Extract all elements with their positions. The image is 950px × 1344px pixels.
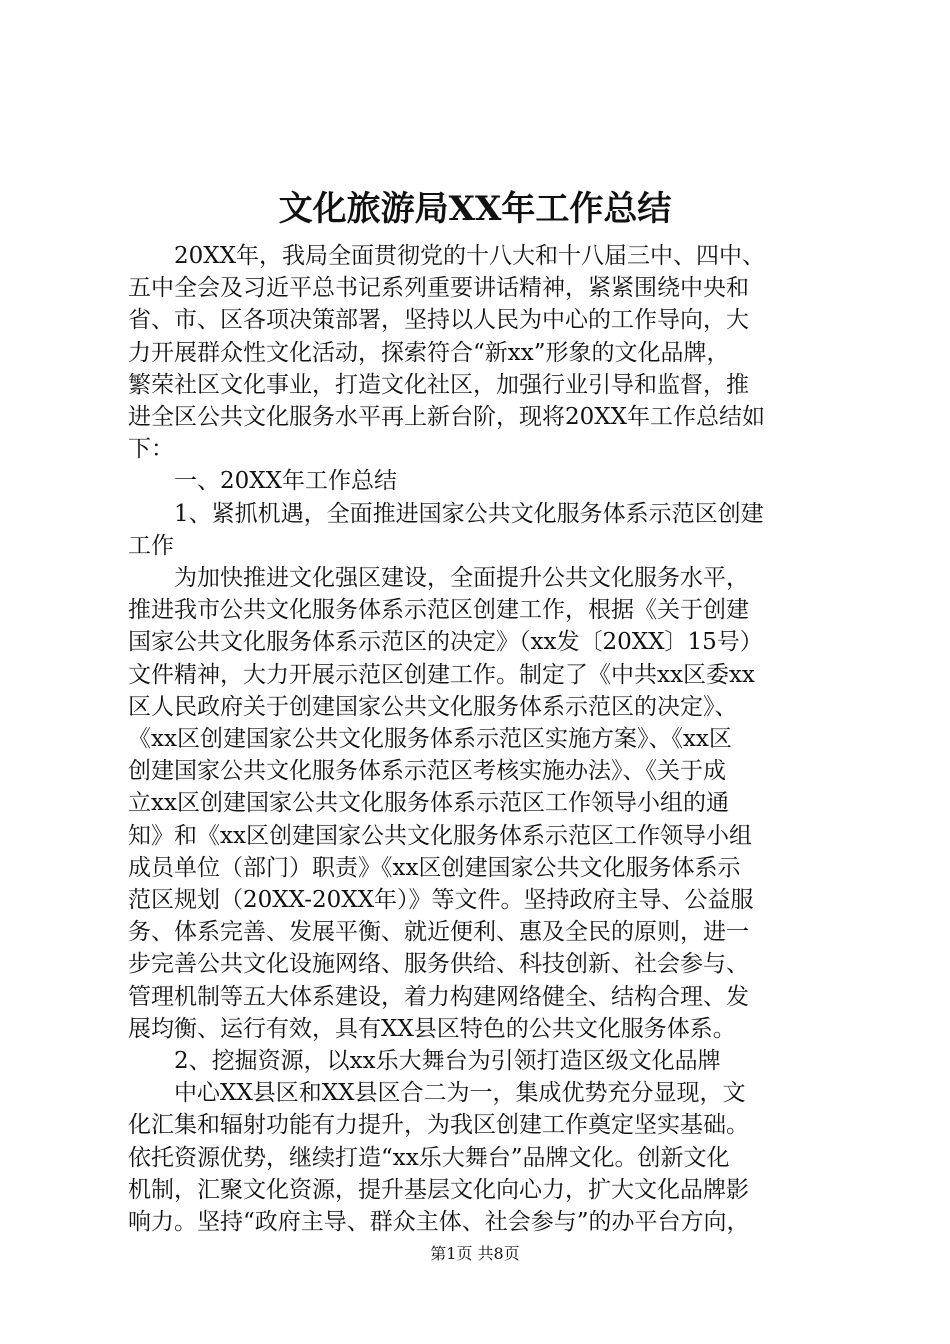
body-line: 20XX年，我局全面贯彻党的十八大和十八届三中、四中、 (128, 243, 766, 269)
body-line: 步完善公共文化设施网络、服务供给、科技创新、社会参与、 (128, 951, 749, 978)
body-line: 进全区公共文化服务水平再上新台阶，现将20XX年工作总结如 (128, 404, 766, 430)
body-line: 化汇集和辐射功能有力提升，为我区创建工作奠定坚实基础。 (128, 1112, 749, 1139)
section-heading: 一、20XX年工作总结 (128, 468, 398, 495)
body-line: 管理机制等五大体系建设，着力构建网络健全、结构合理、发 (128, 983, 749, 1010)
body-line: 国家公共文化服务体系示范区的决定》（xx发〔20XX〕15号） (128, 629, 763, 656)
subsection-heading: 2、挖掘资源，以xx乐大舞台为引领打造区级文化品牌 (128, 1048, 721, 1074)
body-line: 范区规划（20XX-20XX年）》等文件。坚持政府主导、公益服 (128, 887, 754, 913)
document-title: 文化旅游局XX年工作总结 (278, 189, 672, 229)
body-line: 务、体系完善、发展平衡、就近便利、惠及全民的原则，进一 (128, 919, 749, 946)
body-line: 下： (128, 436, 174, 463)
body-line: 中心XX县区和XX县区合二为一，集成优势充分显现，文 (128, 1080, 746, 1107)
page-footer: 第1页 共8页 (430, 1244, 520, 1263)
body-line: 依托资源优势，继续打造“xx乐大舞台”品牌文化。创新文化 (128, 1144, 730, 1171)
body-line: 《xx区创建国家公共文化服务体系示范区实施方案》、《xx区 (128, 726, 732, 752)
body-line: 力开展群众性文化活动，探索符合“新xx”形象的文化品牌， (128, 339, 730, 366)
body-line: 展均衡、运行有效，具有XX县区特色的公共文化服务体系。 (128, 1015, 736, 1042)
subsection-heading: 1、紧抓机遇，全面推进国家公共文化服务体系示范区创建 (128, 500, 764, 527)
body-line: 为加快推进文化强区建设，全面提升公共文化服务水平， (128, 565, 749, 591)
body-line: 立xx区创建国家公共文化服务体系示范区工作领导小组的通 (128, 790, 729, 817)
body-line: 文件精神，大力开展示范区创建工作。制定了《中共xx区委xx (128, 661, 755, 688)
body-line: 繁荣社区文化事业，打造文化社区，加强行业引导和监督，推 (128, 371, 749, 398)
body-line: 五中全会及习近平总书记系列重要讲话精神，紧紧围绕中央和 (128, 275, 749, 302)
body-line: 推进我市公共文化服务体系示范区创建工作，根据《关于创建 (128, 597, 749, 624)
body-line: 机制，汇聚文化资源，提升基层文化向心力，扩大文化品牌影 (128, 1176, 749, 1203)
body-line: 省、市、区各项决策部署，坚持以人民为中心的工作导向，大 (128, 307, 749, 334)
body-line: 知》和《xx区创建国家公共文化服务体系示范区工作领导小组 (128, 822, 752, 849)
body-line: 区人民政府关于创建国家公共文化服务体系示范区的决定》、 (128, 693, 738, 720)
body-line: 创建国家公共文化服务体系示范区考核实施办法》、《关于成 (128, 758, 726, 785)
body-line: 成员单位（部门）职责》《xx区创建国家公共文化服务体系示 (128, 854, 741, 881)
subsection-heading: 工作 (128, 532, 174, 559)
body-line: 响力。坚持“政府主导、群众主体、社会参与”的办平台方向， (128, 1209, 750, 1235)
